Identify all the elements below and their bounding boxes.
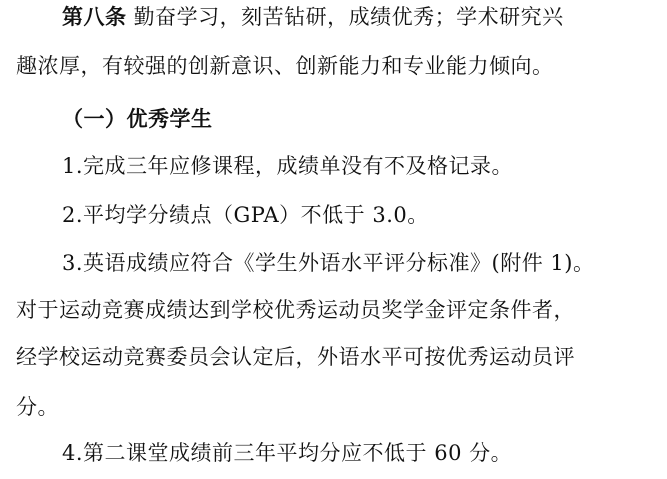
- list-item-continuation: 分。: [16, 395, 59, 419]
- article-first-line: [62, 2, 564, 32]
- list-item: 3.英语成绩应符合《学生外语水平评分标准》(附件 1)。: [62, 251, 595, 275]
- list-item-continuation: 对于运动竞赛成绩达到学校优秀运动员奖学金评定条件者，: [16, 298, 575, 322]
- list-item: 2.平均学分绩点（GPA）不低于 3.0。: [62, 203, 429, 227]
- list-item-continuation: 经学校运动竞赛委员会认定后，外语水平可按优秀运动员评: [16, 345, 575, 369]
- article-heading: 第八条: [62, 5, 127, 29]
- list-item: 1.完成三年应修课程，成绩单没有不及格记录。: [62, 154, 514, 178]
- article-text-line2: 趣浓厚，有较强的创新意识、创新能力和专业能力倾向。: [16, 54, 554, 78]
- article-text-line1: 勤奋学习，刻苦钻研，成绩优秀；学术研究兴: [126, 5, 564, 29]
- section-title: （一）优秀学生: [62, 107, 213, 131]
- list-item: 4.第二课堂成绩前三年平均分应不低于 60 分。: [62, 441, 513, 465]
